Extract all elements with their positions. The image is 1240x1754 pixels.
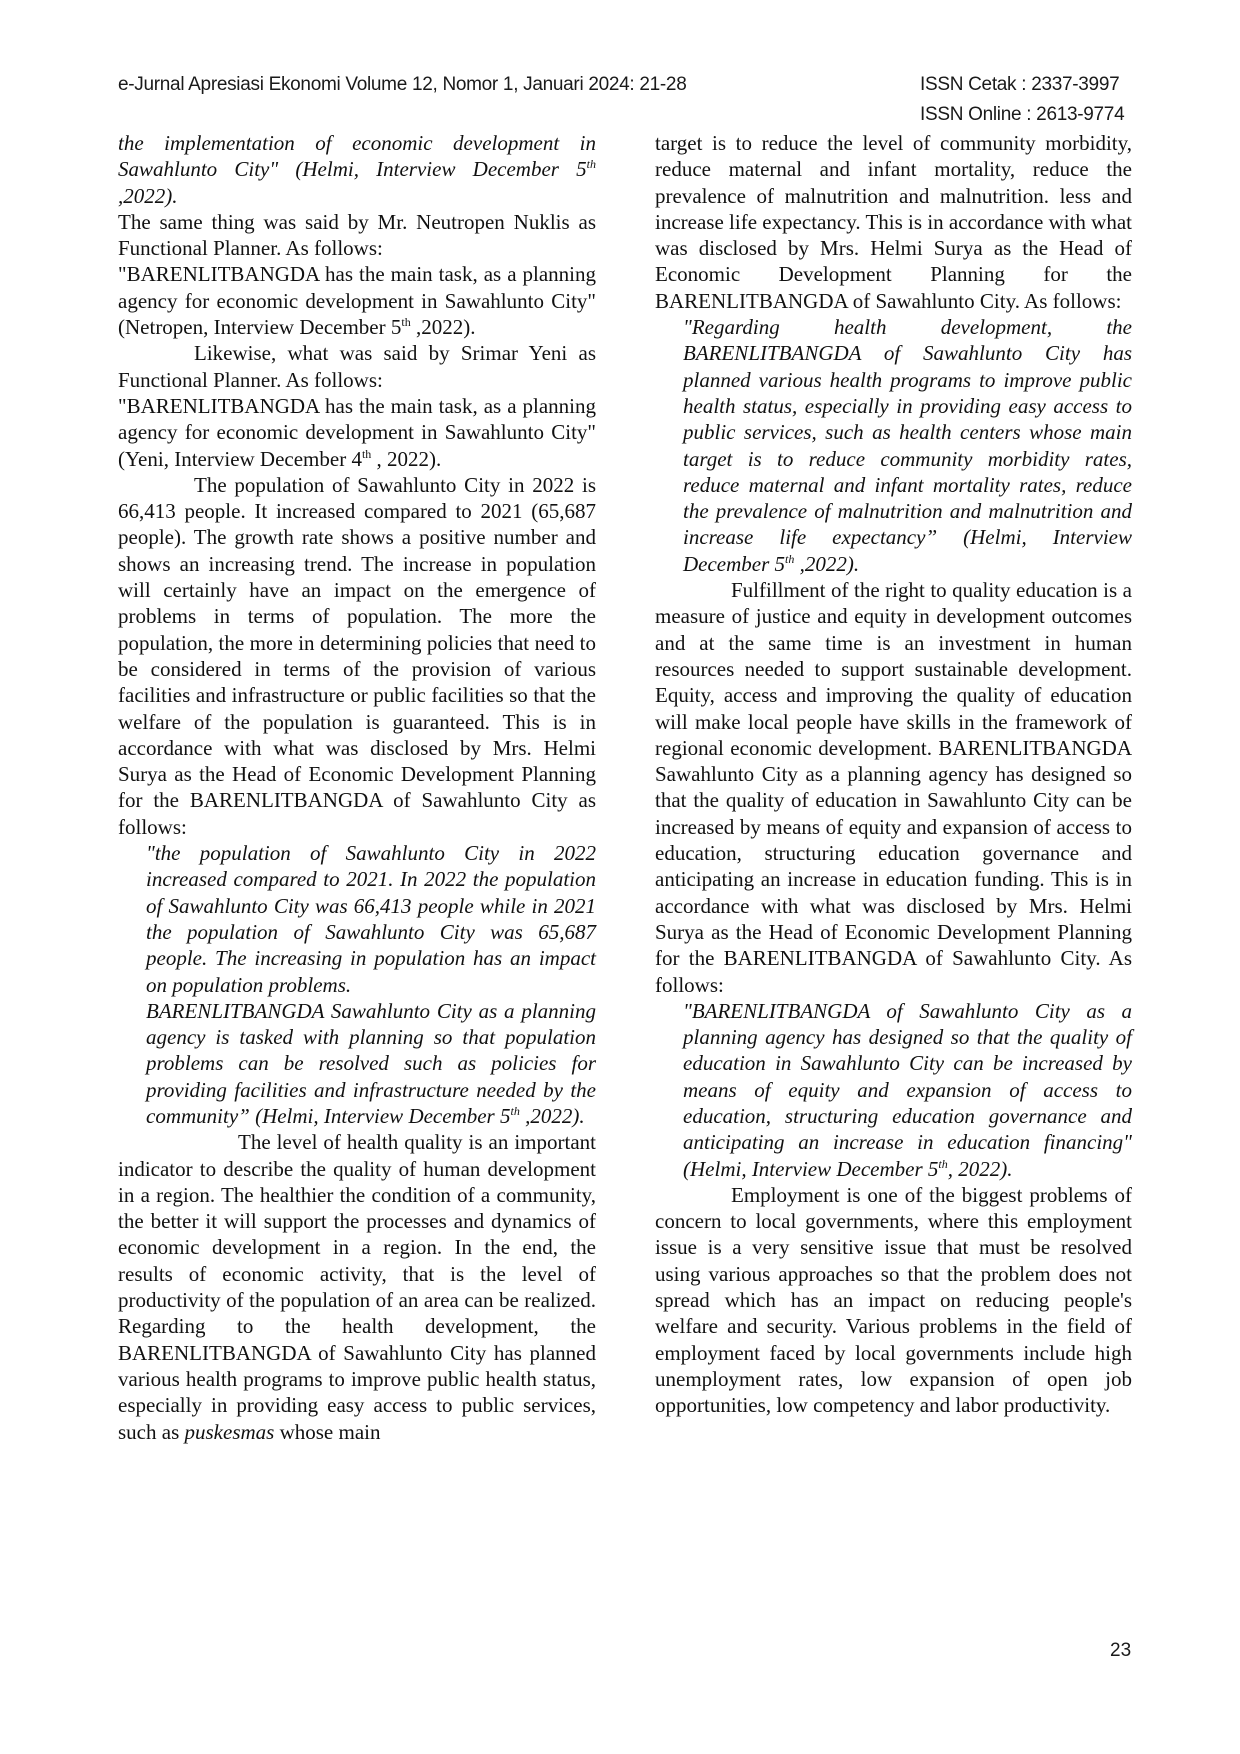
- issn-print: ISSN Cetak : 2337-3997: [920, 74, 1120, 95]
- page-number: 23: [1110, 1640, 1132, 1661]
- block-quote: "Regarding health development, the BARENLITBANGDA of Sawahlunto City has planned various health programs to improve public health status, especially in providing easy access to public services, such as health centers whose main target is to reduce community morbidity rates, reduce maternal and infant mortality rates, reduce the prevalence of malnutrition and malnutrition and increase life expectancy” (Helmi, Interview December 5th ,2022).: [683, 315, 1132, 576]
- paragraph: Employment is one of the biggest problems of concern to local governments, where this employment issue is a very sensitive issue that must be resolved using various approaches so that the problem does not spread which has an impact on reducing people's welfare and security. Various problems in the field of employment faced by local governments include high unemployment rates, low expansion of open job opportunities, low competency and labor productivity.: [655, 1182, 1132, 1418]
- paragraph: Fulfillment of the right to quality education is a measure of justice and equity in development outcomes and at the same time is an investment in human resources needed to support sustainable development. Equity, access and improving the quality of education will make local people have skills in the framework of regional economic development. BARENLITBANGDA Sawahlunto City as a planning agency has designed so that the quality of education in Sawahlunto City can be increased by means of equity and expansion of access to education, structuring education governance and anticipating an increase in education funding. This is in accordance with what was disclosed by Mrs. Helmi Surya as the Head of Economic Development Planning for the BARENLITBANGDA of Sawahlunto City. As follows:: [655, 578, 1132, 997]
- paragraph: The same thing was said by Mr. Neutropen Nuklis as Functional Planner. As follows:: [118, 209, 596, 261]
- paragraph: The population of Sawahlunto City in 2022 is 66,413 people. It increased compared to 2021 (65,687 people). The growth rate shows a positive number and shows an increasing trend. The increase in population will certainly have an impact on the emergence of problems in terms of population. The more the population, the more in determining policies that need to be considered in terms of the provision of various facilities and infrastructure or public facilities so that the welfare of the population is guaranteed. This is in accordance with what was disclosed by Mrs. Helmi Surya as the Head of Economic Development Planning for the BARENLITBANGDA of Sawahlunto City as follows:: [118, 472, 596, 839]
- right-column: [655, 130, 1132, 1419]
- journal-header: e-Jurnal Apresiasi Ekonomi Volume 12, Nomor 1, Januari 2024: 21-28: [118, 74, 687, 95]
- paragraph: The level of health quality is an important indicator to describe the quality of human development in a region. The healthier the condition of a community, the better it will support the processes and dynamics of economic development in a region. In the end, the results of economic activity, that is the level of productivity of the population of an area can be realized. Regarding to the health development, the BARENLITBANGDA of Sawahlunto City has planned various health programs to improve public health status, especially in providing easy access to public services, such as puskesmas whose main: [118, 1130, 596, 1444]
- issn-online: ISSN Online : 2613-9774: [920, 104, 1125, 125]
- block-quote: BARENLITBANGDA Sawahlunto City as a planning agency is tasked with planning so that population problems can be resolved such as policies for providing facilities and infrastructure needed by the community” (Helmi, Interview December 5th ,2022).: [146, 998, 596, 1128]
- quote-continued: the implementation of economic development in Sawahlunto City" (Helmi, Interview December 5th ,2022).: [118, 131, 596, 208]
- paragraph: target is to reduce the level of community morbidity, reduce maternal and infant mortality, reduce the prevalence of malnutrition and malnutrition. less and increase life expectancy. This is in accordance with what was disclosed by Mrs. Helmi Surya as the Head of Economic Development Planning for the BARENLITBANGDA of Sawahlunto City. As follows:: [655, 131, 1132, 313]
- paragraph: "BARENLITBANGDA has the main task, as a planning agency for economic development in Sawahlunto City" (Yeni, Interview December 4th , 2022).: [118, 393, 596, 471]
- block-quote: "BARENLITBANGDA of Sawahlunto City as a planning agency has designed so that the quality of education in Sawahlunto City can be increased by means of equity and expansion of access to education, structuring education governance and anticipating an increase in education financing" (Helmi, Interview December 5th, 2022).: [683, 998, 1132, 1181]
- left-column: [118, 130, 596, 1445]
- block-quote: "the population of Sawahlunto City in 2022 increased compared to 2021. In 2022 the population of Sawahlunto City was 66,413 people while in 2021 the population of Sawahlunto City was 65,687 people. The increasing in population has an impact on population problems.: [146, 841, 596, 997]
- paragraph: Likewise, what was said by Srimar Yeni as Functional Planner. As follows:: [118, 341, 596, 392]
- paragraph: "BARENLITBANGDA has the main task, as a planning agency for economic development in Sawahlunto City" (Netropen, Interview December 5th ,2022).: [118, 262, 596, 340]
